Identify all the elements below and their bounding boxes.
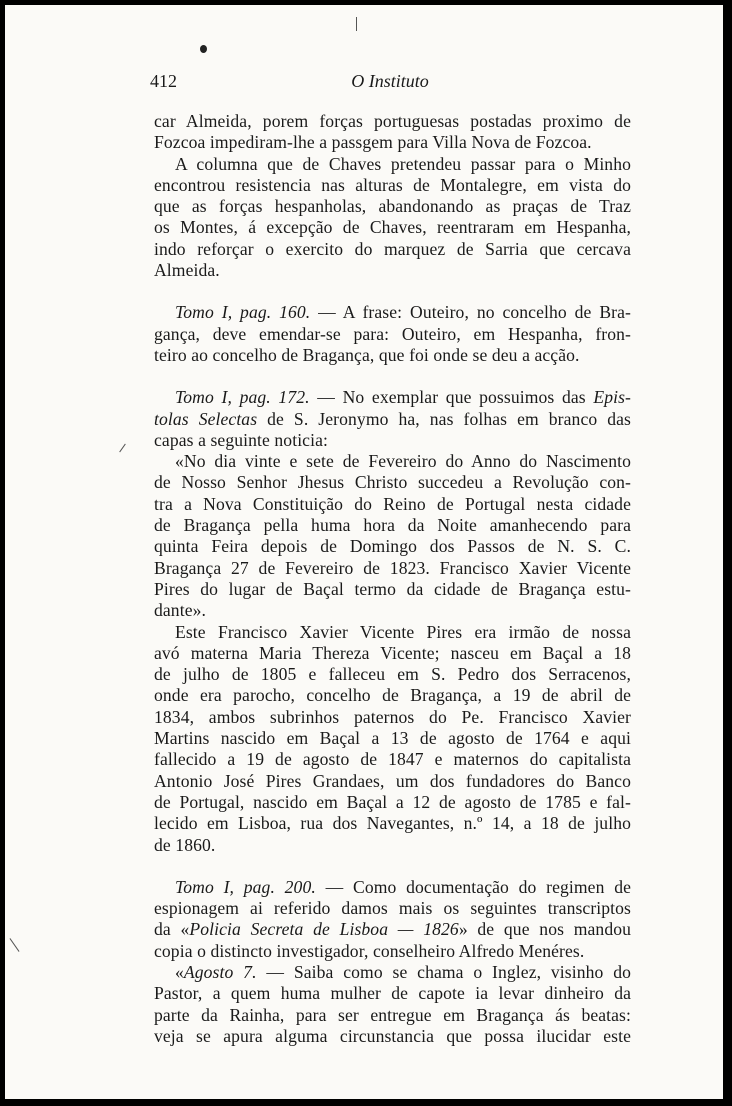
- paragraph-5-quote: «No dia vinte e sete de Fevereiro do Anno do Nascimento de Nosso Senhor Jhesus Christo succedeu a Revolução con- tra a Nova Constituição do Reino de Portugal nesta cidade de Bragança pella huma hora da Noite amanhecendo para quinta Feira depois de Domingo dos Passos de N. S. C. Bragança 27 de Fevereiro de 1823. Francisco Xavier Vicente Pires do lugar de Baçal termo da cidade de Bragança estu- dante».: [154, 451, 631, 621]
- page-header: [150, 71, 630, 95]
- scan-mark: [119, 444, 126, 453]
- paragraph-4: Tomo I, pag. 172. — No exemplar que possuimos das Epis- tolas Selectas de S. Jeronymo ha, nas folhas em branco das capas a seguinte noticia:: [154, 387, 631, 450]
- book-page: [5, 5, 723, 1099]
- scan-mark: [356, 17, 357, 31]
- ink-dot: [200, 45, 207, 53]
- quoted-title: Policia Secreta de Lisboa — 1826: [189, 919, 459, 940]
- paragraph-3: Tomo I, pag. 160. — A frase: Outeiro, no concelho de Bra- gança, deve emendar-se para: Outeiro, em Hespanha, fron- teiro ao concelho de Bragança, que foi onde se deu a acção.: [154, 302, 631, 365]
- reference: Agosto 7.: [183, 961, 257, 982]
- body-text: [149, 111, 631, 1047]
- paragraph-2: A columna que de Chaves pretendeu passar para o Minho encontrou resistencia nas alturas de Montalegre, em vista do que as forças hespanholas, abandonando as praças de Traz os Montes, á excepção de Chaves, reentraram em Hespanha, indo reforçar o exercito do marquez de Sarria que cercava Almeida.: [154, 153, 631, 281]
- paragraph-7: Tomo I, pag. 200. — Como documentação do regimen de espionagem ai referido damos mais os seguintes transcriptos da «Policia Secreta de Lisboa — 1826» de que nos mandou copia o distincto investigador, conselheiro Alfredo Menéres.: [154, 876, 632, 961]
- page-number: 412: [150, 71, 177, 91]
- reference: Tomo I, pag. 172.: [175, 387, 310, 408]
- reference: Tomo I, pag. 160.: [175, 302, 311, 323]
- reference: Tomo I, pag. 200.: [175, 876, 316, 897]
- paragraph-6: Este Francisco Xavier Vicente Pires era irmão de nossa avó materna Maria Thereza Vicente; nasceu em Baçal a 18 de julho de 1805 e falleceu em S. Pedro dos Serracenos, onde era parocho, concelho de Bragança, a 19 de abril de 1834, ambos subrinhos paternos do Pe. Francisco Xavier Martins nascido em Baçal a 13 de agosto de 1764 e aqui fallecido a 19 de agosto de 1847 e maternos do capitalista Antonio José Pires Grandaes, um dos fundadores do Banco de Portugal, nascido em Baçal a 12 de agosto de 1785 e fal- lecido em Lisboa, rua dos Navegantes, n.º 14, a 18 de julho de 1860.: [154, 621, 631, 855]
- paragraph-8: «Agosto 7. — Saiba como se chama o Inglez, visinho do Pastor, a quem huma mulher de capote ia levar dinheiro da parte da Rainha, para ser entregue em Bragança ás beatas: veja se apura alguma circunstancia que possa ilucidar este: [154, 961, 631, 1046]
- paragraph-1: car Almeida, porem forças portuguesas postadas proximo de Fozcoa impediram-lhe a passgem para Villa Nova de Fozcoa.: [154, 111, 631, 153]
- scan-mark: [10, 938, 20, 952]
- running-title: O Instituto: [351, 71, 429, 91]
